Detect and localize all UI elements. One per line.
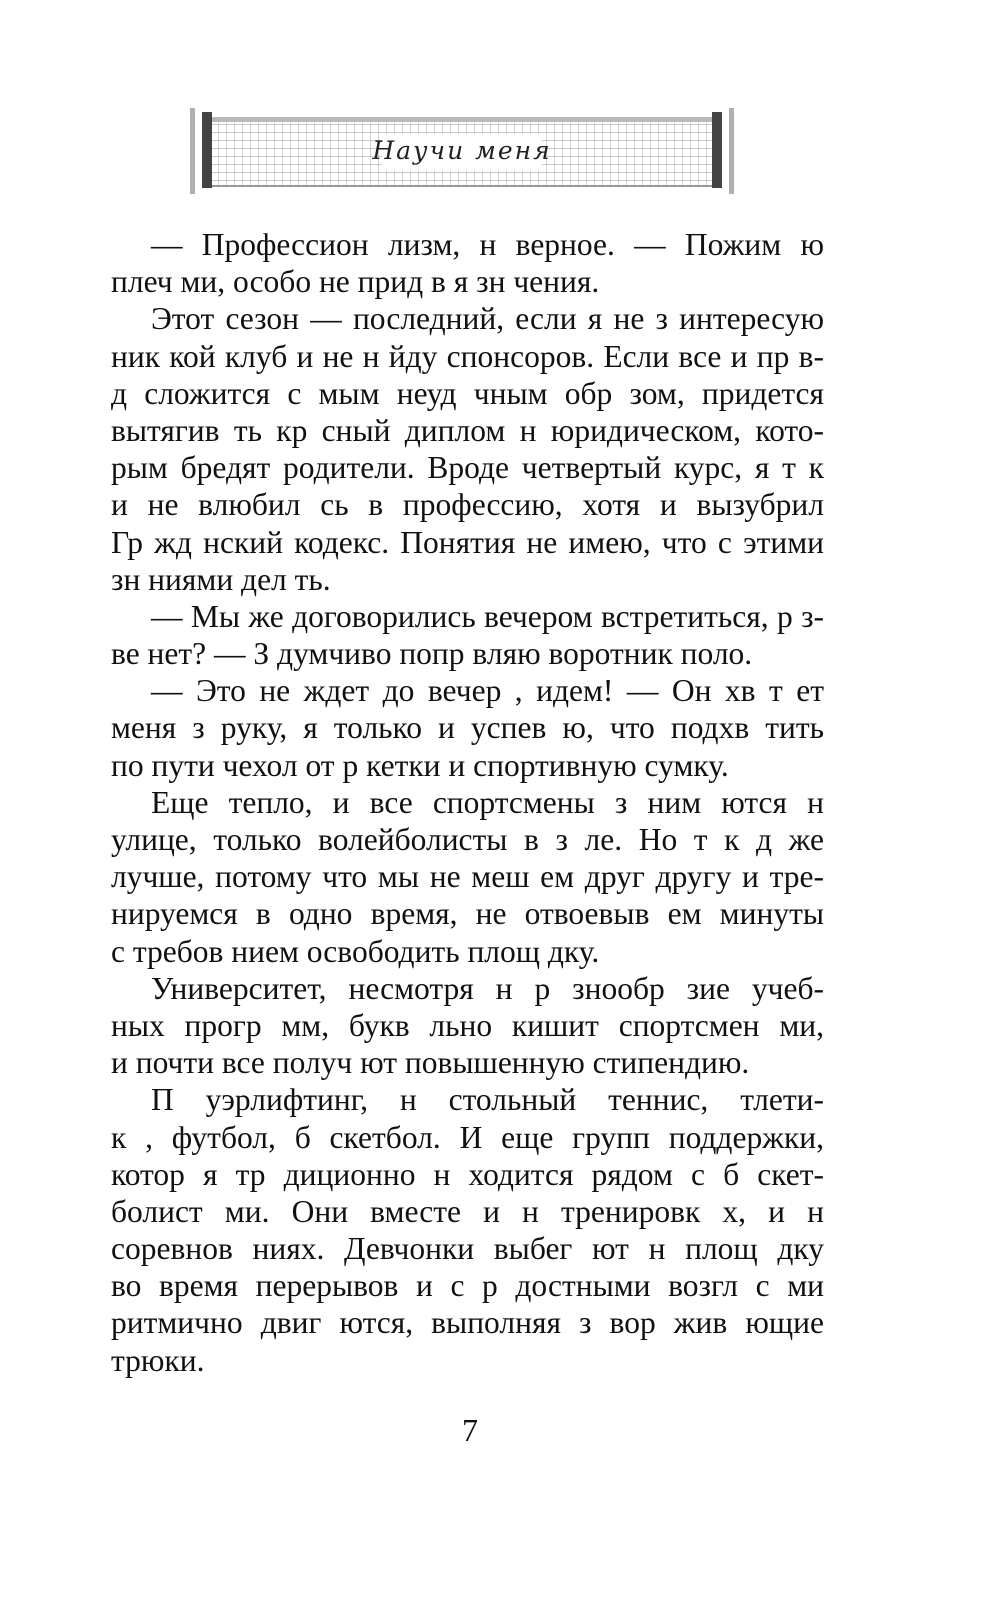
text-line: Гр жд нский кодекс. Понятия не имею, что с этими [111, 524, 824, 560]
text-line: — Это не ждет до вечер , идем! — Он хв т ет [151, 673, 824, 709]
text-line: трюки. [111, 1342, 205, 1378]
text-line: — Мы же договорились вечером встретиться, р з- [151, 598, 824, 634]
text-line: меня з руку, я только и успев ю, что подхв тить [111, 710, 824, 746]
text-line: Этот сезон — последний, если я не з интересую [151, 301, 824, 337]
text-line: во время перерывов и с р достными возгл с ми [111, 1268, 824, 1304]
text-line: зн ниями дел ть. [111, 561, 331, 597]
text-line: Университет, несмотря н р знообр зие учеб- [151, 970, 824, 1006]
text-line: Еще тепло, и все спортсмены з ним ются н [151, 784, 824, 820]
text-line: котор я тр диционно н ходится рядом с б скет- [111, 1156, 824, 1192]
text-line: рым бредят родители. Вроде четвертый курс, я т к [111, 450, 824, 486]
text-line: вытягив ть кр сный диплом н юридическом, кото- [111, 412, 824, 448]
text-line: — Профессион лизм, н верное. — Пожим ю [151, 227, 824, 262]
text-line: к , футбол, б скетбол. И еще групп поддержки, [111, 1119, 824, 1155]
text-line: ве нет? — З думчиво попр вляю воротник поло. [111, 636, 753, 672]
text-line: по пути чехол от р кетки и спортивную сумку. [111, 747, 729, 783]
text-line: соревнов ниях. Девчонки выбег ют н площ дку [111, 1231, 824, 1267]
header-title: Научи меня [372, 136, 552, 165]
text-line: улице, только волейболисты в з ле. Но т к д же [111, 822, 824, 857]
text-line: лучше, потому что мы не меш ем друг другу и тре- [111, 859, 824, 895]
text-line: ник кой клуб и не н йду спонсоров. Если все и пр в- [111, 338, 824, 374]
text-line: и почти все получ ют повышенную стипендию. [111, 1045, 750, 1081]
text-line: и не влюбил сь в профессию, хотя и вызубрил [111, 487, 824, 523]
text-line: плеч ми, особо не прид в я зн чения. [111, 264, 600, 300]
body-text [111, 226, 824, 1379]
text-line: П уэрлифтинг, н стольный теннис, тлети- [151, 1082, 824, 1118]
running-header [186, 108, 738, 194]
text-line: ных прогр мм, букв льно кишит спортсмен ми, [111, 1007, 824, 1043]
text-line: ритмично двиг ются, выполняя з вор жив ющие [111, 1305, 824, 1341]
text-line: болист ми. Они вместе и н тренировк х, и н [111, 1193, 824, 1229]
page-number: 7 [462, 1412, 478, 1448]
text-line: нируемся в одно время, не отвоевыв ем минуты [111, 896, 824, 932]
text-line: с требов нием освободить площ дку. [111, 933, 600, 969]
text-line: д сложится с мым неуд чным обр зом, придется [111, 375, 824, 411]
